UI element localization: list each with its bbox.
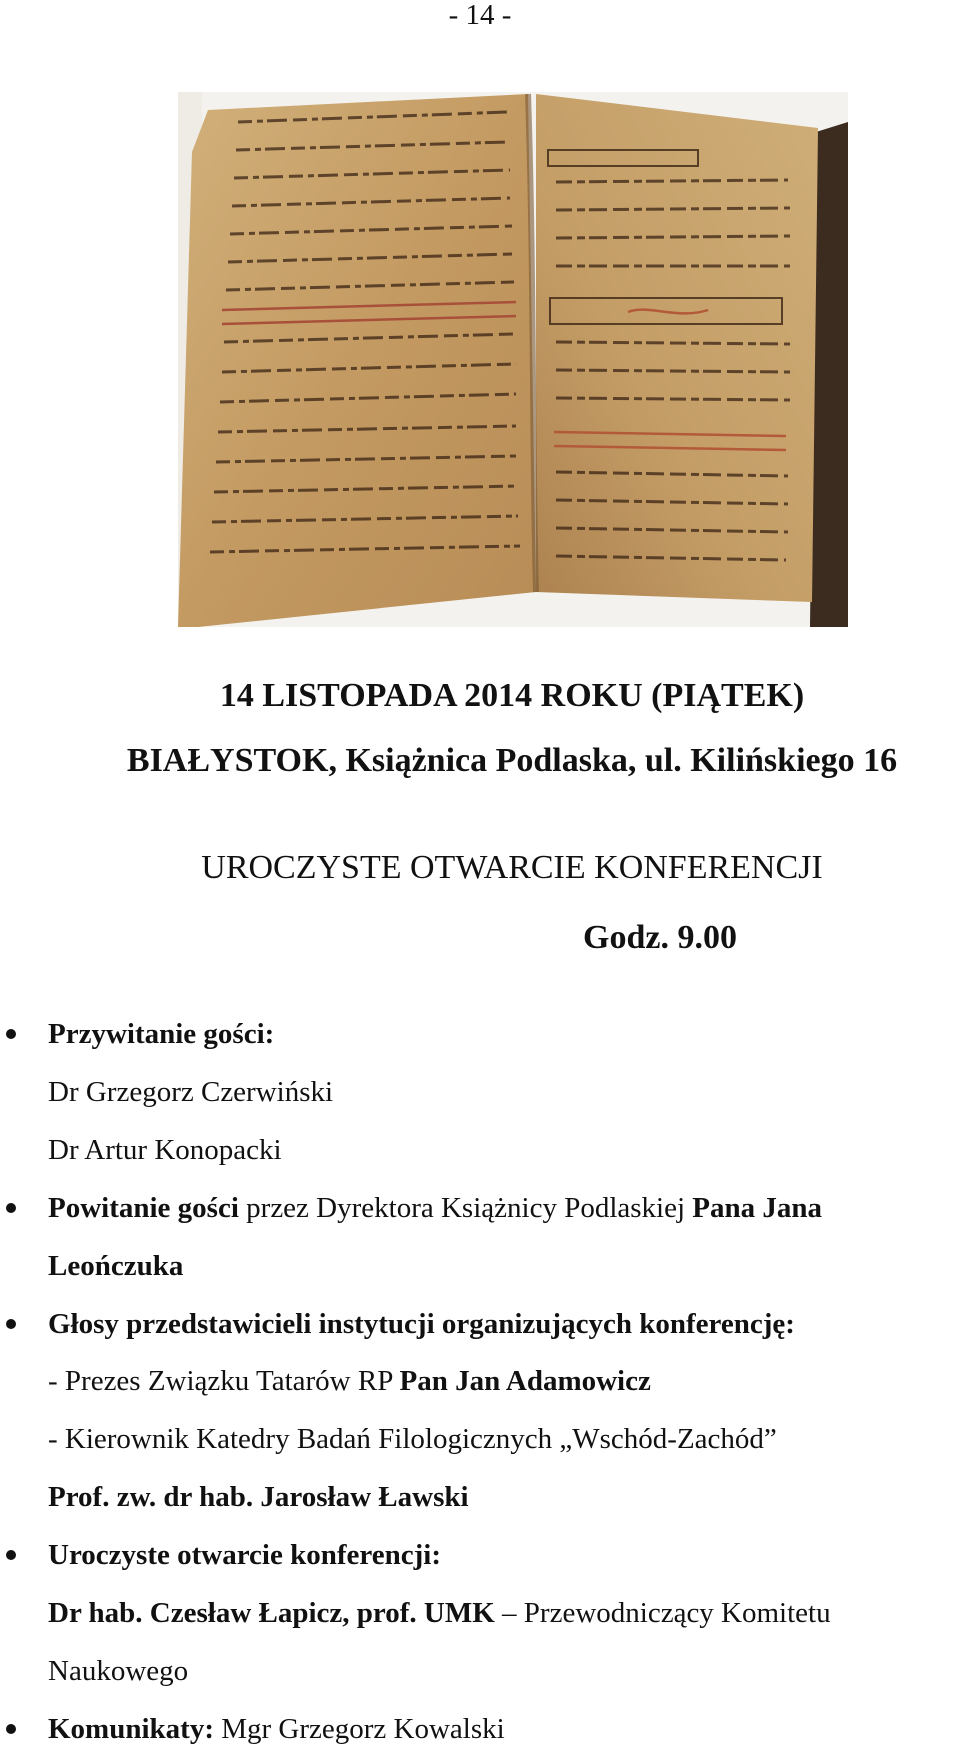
welcome-label: Przywitanie gości:: [48, 1018, 275, 1050]
announcements-line: Komunikaty: Mgr Grzegorz Kowalski: [48, 1713, 505, 1745]
voices-item-2-name: Prof. zw. dr hab. Jarosław Ławski: [48, 1481, 469, 1513]
opening-line: Dr hab. Czesław Łapicz, prof. UMK – Przewodniczący Komitetu: [48, 1597, 831, 1629]
bullet-icon: [6, 1203, 16, 1213]
voices-label: Głosy przedstawicieli instytucji organizujących konferencję:: [48, 1308, 795, 1340]
greeting-line: Powitanie gości przez Dyrektora Książnicy Podlaskiej Pana Jana: [48, 1192, 823, 1224]
ceremony-time: Godz. 9.00: [583, 919, 737, 956]
bullet-icon: [6, 1724, 16, 1734]
bullet-icon: [6, 1550, 16, 1560]
manuscript-photo-icon: [178, 92, 848, 627]
event-place: BIAŁYSTOK, Książnica Podlaska, ul. Kilińskiego 16: [126, 742, 898, 779]
manuscript-photo: [178, 92, 848, 627]
welcome-person-1: Dr Grzegorz Czerwiński: [48, 1076, 334, 1108]
voices-item-2: - Kierownik Katedry Badań Filologicznych „Wschód-Zachód”: [48, 1423, 777, 1455]
opening-role-continued: Naukowego: [48, 1655, 189, 1687]
welcome-person-2: Dr Artur Konopacki: [48, 1134, 282, 1166]
ceremony-title: UROCZYSTE OTWARCIE KONFERENCJI: [201, 849, 823, 886]
page-number: - 14 -: [448, 0, 512, 31]
greeting-name-continued: Leończuka: [48, 1250, 184, 1282]
voices-item-1: - Prezes Związku Tatarów RP Pan Jan Adamowicz: [48, 1365, 651, 1397]
bullet-icon: [6, 1319, 16, 1329]
opening-label: Uroczyste otwarcie konferencji:: [48, 1539, 441, 1571]
bullet-icon: [6, 1029, 16, 1039]
event-date: 14 LISTOPADA 2014 ROKU (PIĄTEK): [219, 677, 805, 714]
